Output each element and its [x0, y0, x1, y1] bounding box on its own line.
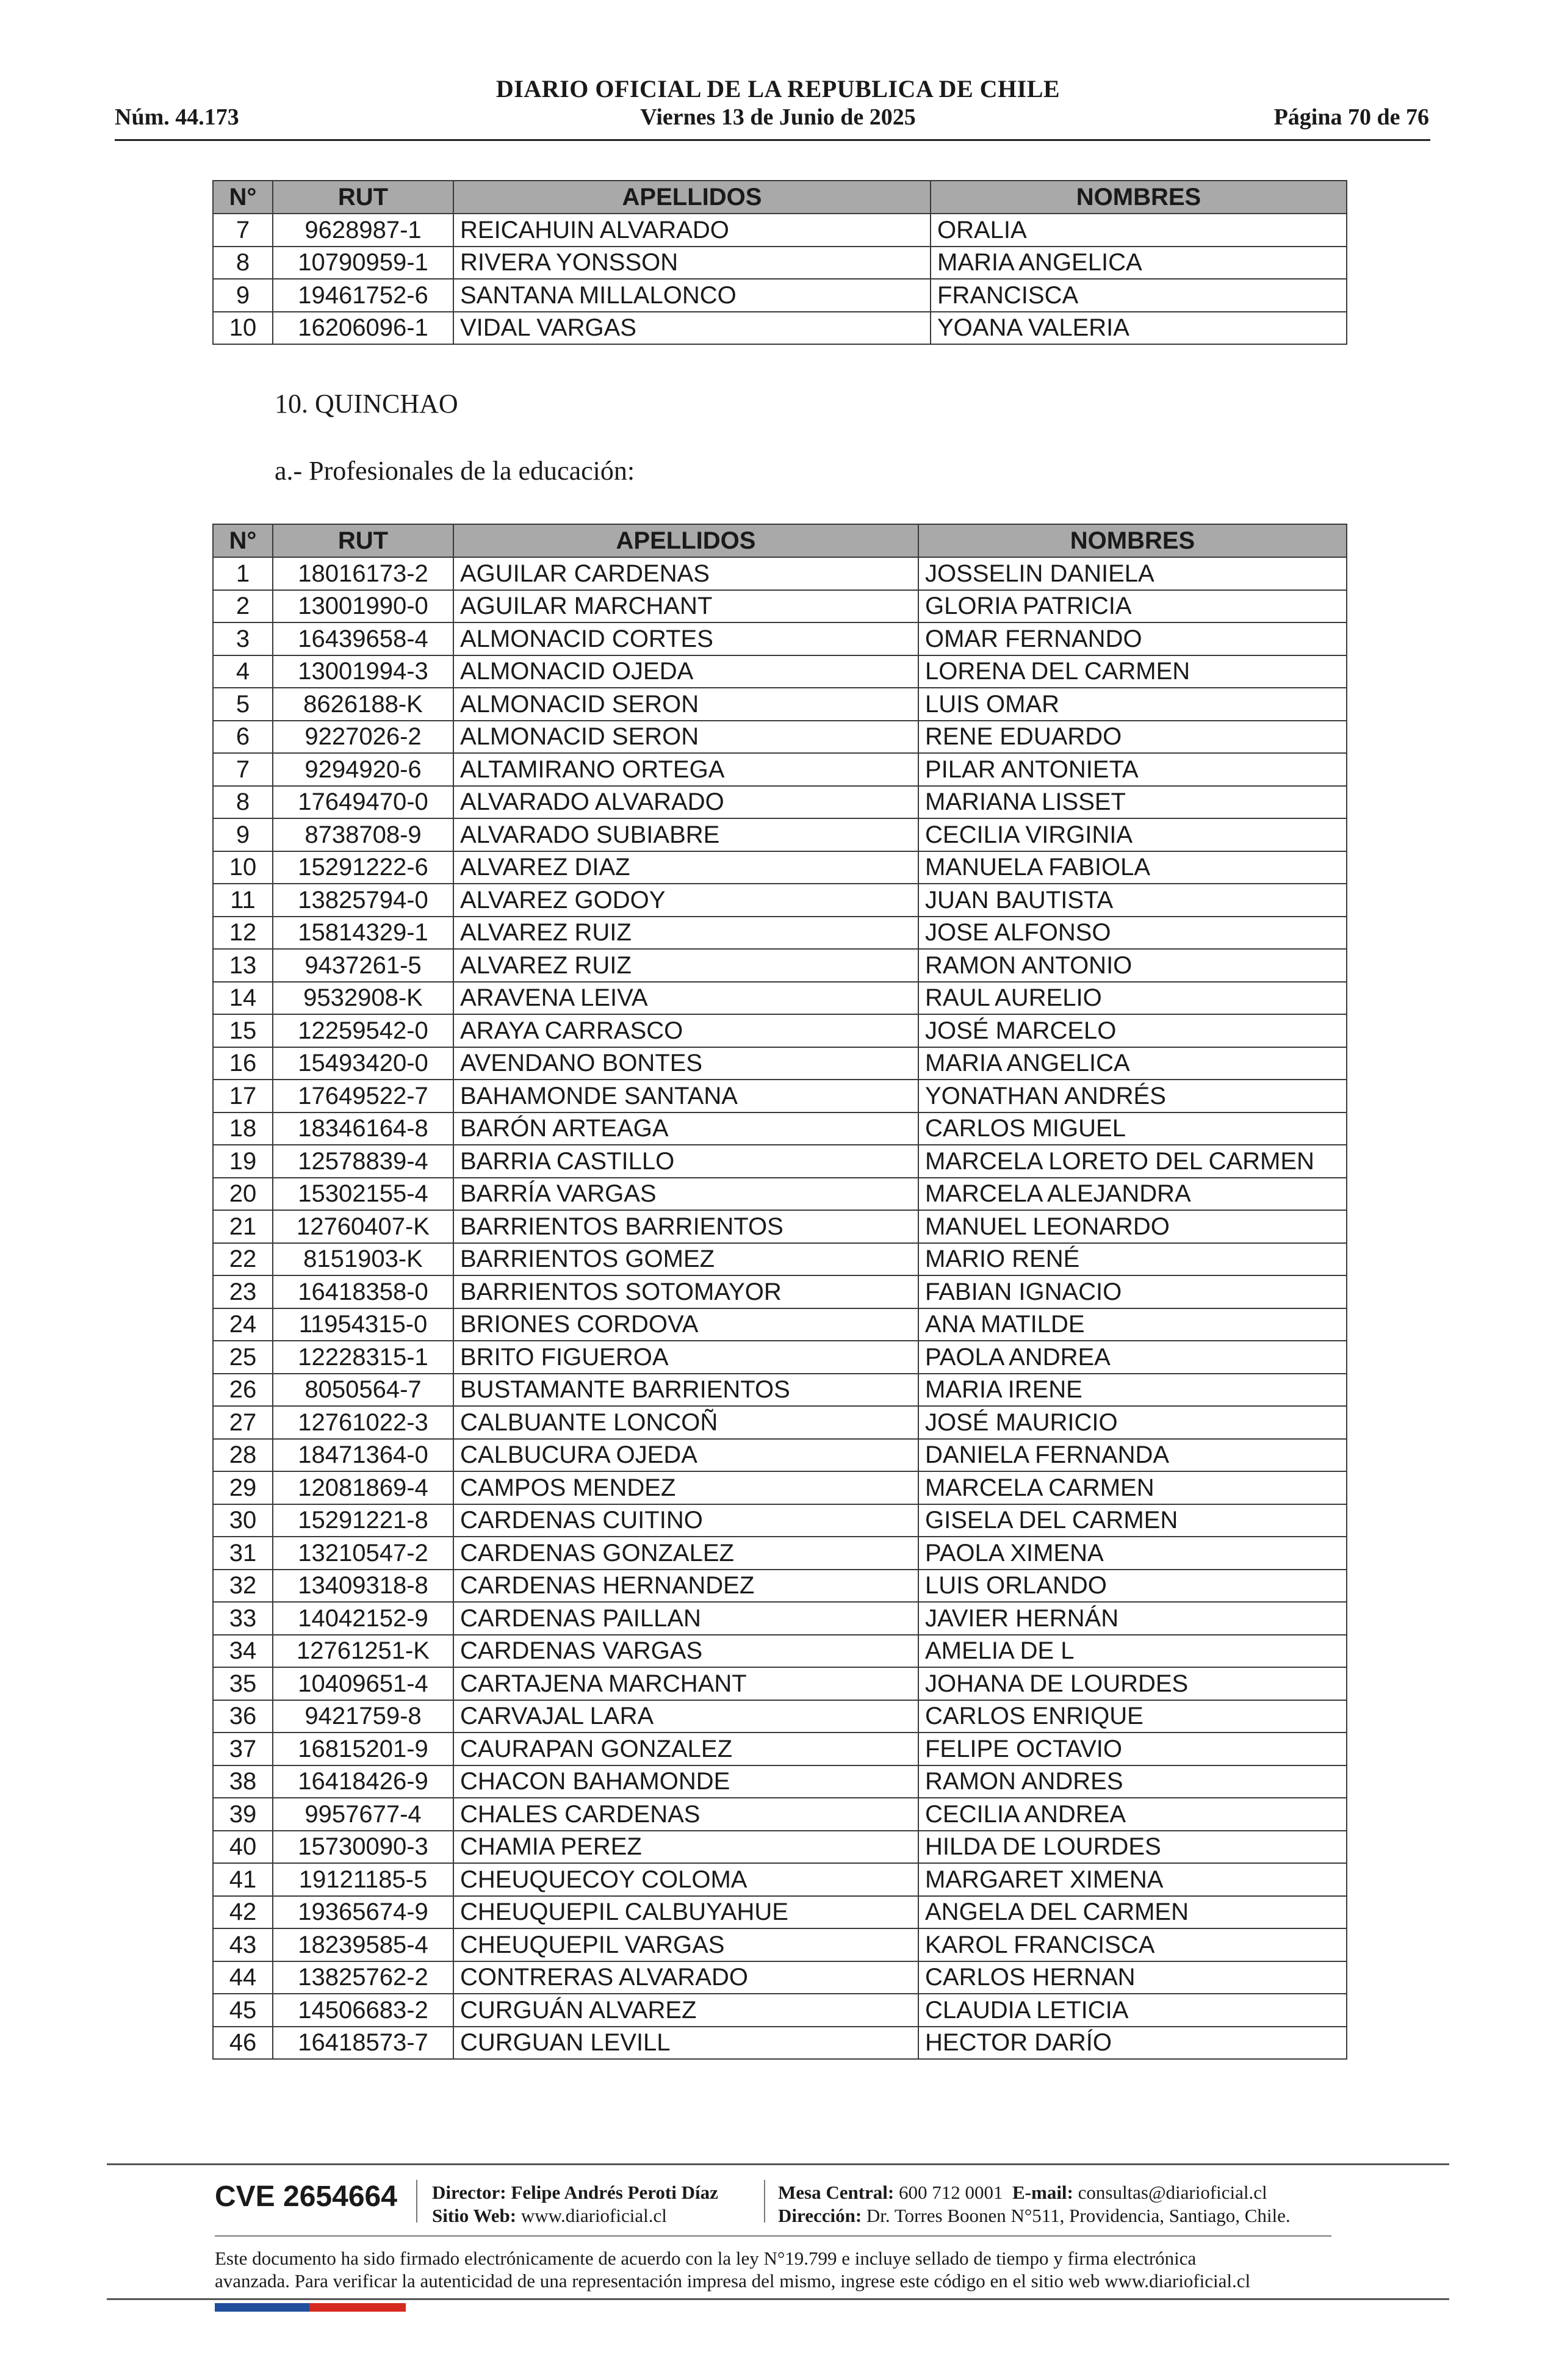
web-label: Sitio Web: — [432, 2205, 517, 2226]
table-row — [213, 1928, 1347, 1961]
nombres-cell: PILAR ANTONIETA — [918, 753, 1347, 786]
nombres-cell: JOHANA DE LOURDES — [918, 1667, 1347, 1700]
table-row — [213, 1798, 1347, 1831]
row-number: 22 — [213, 1243, 273, 1276]
nombres-cell: LUIS OMAR — [918, 688, 1347, 721]
email-label: E-mail: — [1012, 2182, 1073, 2203]
row-number: 15 — [213, 1014, 273, 1047]
row-number: 14 — [213, 982, 273, 1015]
nombres-cell: DANIELA FERNANDA — [918, 1439, 1347, 1472]
column-header-rut: RUT — [273, 524, 453, 557]
rut-cell: 12761022-3 — [273, 1406, 453, 1439]
row-number: 46 — [213, 2027, 273, 2060]
apellidos-cell: ARAVENA LEIVA — [453, 982, 918, 1015]
apellidos-cell: ALMONACID CORTES — [453, 622, 918, 655]
row-number: 29 — [213, 1471, 273, 1504]
nombres-cell: CARLOS HERNAN — [918, 1961, 1347, 1994]
table-row — [213, 1047, 1347, 1080]
table-row — [213, 1602, 1347, 1635]
row-number: 44 — [213, 1961, 273, 1994]
apellidos-cell: ALVARADO ALVARADO — [453, 786, 918, 819]
apellidos-cell: CHACON BAHAMONDE — [453, 1765, 918, 1798]
table-row — [213, 851, 1347, 884]
section-heading: 10. QUINCHAO — [275, 389, 458, 419]
table-row — [213, 688, 1347, 721]
row-number: 18 — [213, 1112, 273, 1145]
column-header-number: N° — [213, 524, 273, 557]
row-number: 38 — [213, 1765, 273, 1798]
nombres-cell: MARCELA CARMEN — [918, 1471, 1347, 1504]
rut-cell: 18346164-8 — [273, 1112, 453, 1145]
nombres-cell: ANA MATILDE — [918, 1308, 1347, 1341]
row-number: 10 — [213, 851, 273, 884]
row-number: 33 — [213, 1602, 273, 1635]
rut-cell: 13825794-0 — [273, 884, 453, 917]
table-row — [213, 1178, 1347, 1211]
column-header-nombres: NOMBRES — [931, 181, 1347, 214]
apellidos-cell: CHALES CARDENAS — [453, 1798, 918, 1831]
apellidos-cell: REICAHUIN ALVARADO — [453, 214, 931, 247]
rut-cell: 13409318-8 — [273, 1570, 453, 1603]
table-row — [213, 753, 1347, 786]
apellidos-cell: CHAMIA PEREZ — [453, 1831, 918, 1864]
nombres-cell: GLORIA PATRICIA — [918, 590, 1347, 623]
nombres-cell: JOSE ALFONSO — [918, 917, 1347, 950]
nombres-cell: LORENA DEL CARMEN — [918, 655, 1347, 688]
row-number: 40 — [213, 1831, 273, 1864]
apellidos-cell: VIDAL VARGAS — [453, 312, 931, 345]
nombres-cell: RAMON ANTONIO — [918, 949, 1347, 982]
table-row — [213, 1961, 1347, 1994]
rut-cell: 9532908-K — [273, 982, 453, 1015]
table-row — [213, 884, 1347, 917]
row-number: 11 — [213, 884, 273, 917]
row-number: 6 — [213, 721, 273, 754]
nombres-cell: ANGELA DEL CARMEN — [918, 1896, 1347, 1929]
rut-cell: 12578839-4 — [273, 1145, 453, 1178]
nombres-cell: FRANCISCA — [931, 279, 1347, 312]
legal-line: avanzada. Para verificar la autenticidad de una representación impresa del mismo, ingrese este código en el sitio web www.diarioficial.cl — [215, 2270, 1251, 2292]
row-number: 12 — [213, 917, 273, 950]
apellidos-cell: BARRIENTOS GOMEZ — [453, 1243, 918, 1276]
continuation-table — [212, 180, 1347, 345]
column-header-apellidos: APELLIDOS — [453, 181, 931, 214]
rut-cell: 12760407-K — [273, 1210, 453, 1243]
table-row — [213, 1243, 1347, 1276]
table-row — [213, 1635, 1347, 1668]
nombres-cell: JOSÉ MARCELO — [918, 1014, 1347, 1047]
web-link[interactable]: www.diarioficial.cl — [520, 2205, 667, 2226]
table-row — [213, 1014, 1347, 1047]
row-number: 34 — [213, 1635, 273, 1668]
row-number: 7 — [213, 214, 273, 247]
apellidos-cell: AVENDANO BONTES — [453, 1047, 918, 1080]
table-row — [213, 1275, 1347, 1308]
row-number: 8 — [213, 786, 273, 819]
apellidos-cell: CAMPOS MENDEZ — [453, 1471, 918, 1504]
column-header-rut: RUT — [273, 181, 453, 214]
row-number: 10 — [213, 312, 273, 345]
table-row — [213, 917, 1347, 950]
column-header-nombres: NOMBRES — [918, 524, 1347, 557]
legal-line: Este documento ha sido firmado electrónicamente de acuerdo con la ley N°19.799 e incluye sellado de tiempo y firma electrónica — [215, 2248, 1197, 2269]
nombres-cell: MARCELA ALEJANDRA — [918, 1178, 1347, 1211]
nombres-cell: CARLOS ENRIQUE — [918, 1700, 1347, 1733]
rut-cell: 13001994-3 — [273, 655, 453, 688]
nombres-cell: JOSÉ MAURICIO — [918, 1406, 1347, 1439]
rut-cell: 14506683-2 — [273, 1994, 453, 2027]
row-number: 24 — [213, 1308, 273, 1341]
row-number: 13 — [213, 949, 273, 982]
row-number: 28 — [213, 1439, 273, 1472]
footer-divider-top — [107, 2163, 1449, 2165]
rut-cell: 13825762-2 — [273, 1961, 453, 1994]
flag-stripe-red — [309, 2303, 406, 2312]
table-row — [213, 1439, 1347, 1472]
row-number: 43 — [213, 1928, 273, 1961]
rut-cell: 10409651-4 — [273, 1667, 453, 1700]
apellidos-cell: ALVAREZ DIAZ — [453, 851, 918, 884]
table-row — [213, 949, 1347, 982]
row-number: 26 — [213, 1374, 273, 1407]
table-row — [213, 786, 1347, 819]
nombres-cell: HECTOR DARÍO — [918, 2027, 1347, 2060]
director-name: Felipe Andrés Peroti Díaz — [511, 2182, 718, 2203]
row-number: 7 — [213, 753, 273, 786]
row-number: 19 — [213, 1145, 273, 1178]
row-number: 35 — [213, 1667, 273, 1700]
apellidos-cell: ARAYA CARRASCO — [453, 1014, 918, 1047]
footer-divider-bottom — [107, 2298, 1449, 2300]
table-row — [213, 1994, 1347, 2027]
apellidos-cell: CARVAJAL LARA — [453, 1700, 918, 1733]
table-row — [213, 1210, 1347, 1243]
rut-cell: 16815201-9 — [273, 1733, 453, 1765]
table-row — [213, 247, 1347, 279]
table-row — [213, 2027, 1347, 2060]
row-number: 25 — [213, 1341, 273, 1374]
row-number: 20 — [213, 1178, 273, 1211]
apellidos-cell: ALMONACID SERON — [453, 721, 918, 754]
table-row — [213, 818, 1347, 851]
row-number: 37 — [213, 1733, 273, 1765]
apellidos-cell: BARÓN ARTEAGA — [453, 1112, 918, 1145]
table-row — [213, 1667, 1347, 1700]
rut-cell: 11954315-0 — [273, 1308, 453, 1341]
rut-cell: 9437261-5 — [273, 949, 453, 982]
nombres-cell: FABIAN IGNACIO — [918, 1275, 1347, 1308]
apellidos-cell: BAHAMONDE SANTANA — [453, 1080, 918, 1112]
nombres-cell: YOANA VALERIA — [931, 312, 1347, 345]
apellidos-cell: CARDENAS CUITINO — [453, 1504, 918, 1537]
row-number: 2 — [213, 590, 273, 623]
apellidos-cell: BARRÍA VARGAS — [453, 1178, 918, 1211]
table-row — [213, 1537, 1347, 1570]
nombres-cell: MARIA ANGELICA — [918, 1047, 1347, 1080]
rut-cell: 9421759-8 — [273, 1700, 453, 1733]
apellidos-cell: RIVERA YONSSON — [453, 247, 931, 279]
nombres-cell: AMELIA DE L — [918, 1635, 1347, 1668]
footer-separator — [416, 2180, 417, 2223]
table-header-row — [213, 181, 1347, 214]
nombres-cell: KAROL FRANCISCA — [918, 1928, 1347, 1961]
phone-label: Mesa Central: — [778, 2182, 895, 2203]
apellidos-cell: CARDENAS VARGAS — [453, 1635, 918, 1668]
email-link[interactable]: consultas@diarioficial.cl — [1078, 2182, 1267, 2203]
row-number: 23 — [213, 1275, 273, 1308]
apellidos-cell: CARDENAS PAILLAN — [453, 1602, 918, 1635]
nombres-cell: PAOLA ANDREA — [918, 1341, 1347, 1374]
page-number: Página 70 de 76 — [1273, 104, 1429, 130]
nombres-cell: RAUL AURELIO — [918, 982, 1347, 1015]
table-row — [213, 1406, 1347, 1439]
nombres-cell: CECILIA VIRGINIA — [918, 818, 1347, 851]
table-row — [213, 1112, 1347, 1145]
apellidos-cell: ALMONACID SERON — [453, 688, 918, 721]
table-row — [213, 1504, 1347, 1537]
apellidos-cell: BRITO FIGUEROA — [453, 1341, 918, 1374]
publication-title: DIARIO OFICIAL DE LA REPUBLICA DE CHILE — [495, 75, 1061, 103]
row-number: 3 — [213, 622, 273, 655]
rut-cell: 8626188-K — [273, 688, 453, 721]
address-label: Dirección: — [778, 2205, 862, 2226]
rut-cell: 8738708-9 — [273, 818, 453, 851]
apellidos-cell: SANTANA MILLALONCO — [453, 279, 931, 312]
row-number: 17 — [213, 1080, 273, 1112]
rut-cell: 15291221-8 — [273, 1504, 453, 1537]
table-row — [213, 557, 1347, 590]
rut-cell: 12081869-4 — [273, 1471, 453, 1504]
table-row — [213, 1308, 1347, 1341]
footer-director-block — [432, 2181, 718, 2227]
row-number: 8 — [213, 247, 273, 279]
table-row — [213, 279, 1347, 312]
apellidos-cell: BARRIENTOS BARRIENTOS — [453, 1210, 918, 1243]
rut-cell: 10790959-1 — [273, 247, 453, 279]
nombres-cell: FELIPE OCTAVIO — [918, 1733, 1347, 1765]
rut-cell: 9294920-6 — [273, 753, 453, 786]
row-number: 9 — [213, 279, 273, 312]
apellidos-cell: BARRIENTOS SOTOMAYOR — [453, 1275, 918, 1308]
apellidos-cell: CALBUCURA OJEDA — [453, 1439, 918, 1472]
nombres-cell: MANUELA FABIOLA — [918, 851, 1347, 884]
rut-cell: 15302155-4 — [273, 1178, 453, 1211]
apellidos-cell: ALVAREZ RUIZ — [453, 949, 918, 982]
apellidos-cell: BARRIA CASTILLO — [453, 1145, 918, 1178]
rut-cell: 15291222-6 — [273, 851, 453, 884]
footer-contact-block — [778, 2181, 1291, 2227]
apellidos-cell: CURGUÁN ALVAREZ — [453, 1994, 918, 2027]
rut-cell: 18016173-2 — [273, 557, 453, 590]
rut-cell: 17649470-0 — [273, 786, 453, 819]
nombres-cell: CARLOS MIGUEL — [918, 1112, 1347, 1145]
issue-number: Núm. 44.173 — [115, 104, 239, 130]
rut-cell: 16418426-9 — [273, 1765, 453, 1798]
rut-cell: 9227026-2 — [273, 721, 453, 754]
nombres-cell: ORALIA — [931, 214, 1347, 247]
table-row — [213, 622, 1347, 655]
table-row — [213, 655, 1347, 688]
apellidos-cell: CAURAPAN GONZALEZ — [453, 1733, 918, 1765]
apellidos-cell: CARDENAS GONZALEZ — [453, 1537, 918, 1570]
apellidos-cell: AGUILAR CARDENAS — [453, 557, 918, 590]
rut-cell: 15493420-0 — [273, 1047, 453, 1080]
column-header-apellidos: APELLIDOS — [453, 524, 918, 557]
rut-cell: 19365674-9 — [273, 1896, 453, 1929]
rut-cell: 13001990-0 — [273, 590, 453, 623]
rut-cell: 9957677-4 — [273, 1798, 453, 1831]
footer-separator — [764, 2180, 765, 2223]
rut-cell: 12228315-1 — [273, 1341, 453, 1374]
apellidos-cell: CALBUANTE LONCOÑ — [453, 1406, 918, 1439]
header-divider — [115, 139, 1430, 141]
apellidos-cell: ALTAMIRANO ORTEGA — [453, 753, 918, 786]
table-row — [213, 721, 1347, 754]
nombres-cell: MARIANA LISSET — [918, 786, 1347, 819]
row-number: 41 — [213, 1863, 273, 1896]
rut-cell: 15814329-1 — [273, 917, 453, 950]
apellidos-cell: CURGUAN LEVILL — [453, 2027, 918, 2060]
row-number: 9 — [213, 818, 273, 851]
nombres-cell: YONATHAN ANDRÉS — [918, 1080, 1347, 1112]
rut-cell: 8151903-K — [273, 1243, 453, 1276]
apellidos-cell: CONTRERAS ALVARADO — [453, 1961, 918, 1994]
rut-cell: 14042152-9 — [273, 1602, 453, 1635]
row-number: 30 — [213, 1504, 273, 1537]
row-number: 39 — [213, 1798, 273, 1831]
phone-number: 600 712 0001 — [899, 2182, 1003, 2203]
rut-cell: 15730090-3 — [273, 1831, 453, 1864]
section-subheading: a.- Profesionales de la educación: — [275, 456, 635, 486]
row-number: 42 — [213, 1896, 273, 1929]
rut-cell: 16418573-7 — [273, 2027, 453, 2060]
apellidos-cell: CHEUQUECOY COLOMA — [453, 1863, 918, 1896]
nombres-cell: JOSSELIN DANIELA — [918, 557, 1347, 590]
rut-cell: 16418358-0 — [273, 1275, 453, 1308]
nombres-cell: LUIS ORLANDO — [918, 1570, 1347, 1603]
nombres-cell: JAVIER HERNÁN — [918, 1602, 1347, 1635]
publication-date: Viernes 13 de Junio de 2025 — [640, 104, 916, 130]
nombres-cell: MARIA ANGELICA — [931, 247, 1347, 279]
table-row — [213, 1896, 1347, 1929]
table-row — [213, 590, 1347, 623]
apellidos-cell: ALVAREZ RUIZ — [453, 917, 918, 950]
rut-cell: 13210547-2 — [273, 1537, 453, 1570]
row-number: 36 — [213, 1700, 273, 1733]
apellidos-cell: CHEUQUEPIL VARGAS — [453, 1928, 918, 1961]
row-number: 5 — [213, 688, 273, 721]
row-number: 16 — [213, 1047, 273, 1080]
table-row — [213, 1341, 1347, 1374]
flag-stripe-blue — [215, 2303, 309, 2312]
nombres-cell: PAOLA XIMENA — [918, 1537, 1347, 1570]
row-number: 1 — [213, 557, 273, 590]
rut-cell: 12761251-K — [273, 1635, 453, 1668]
apellidos-cell: CHEUQUEPIL CALBUYAHUE — [453, 1896, 918, 1929]
rut-cell: 17649522-7 — [273, 1080, 453, 1112]
apellidos-cell: CARDENAS HERNANDEZ — [453, 1570, 918, 1603]
nombres-cell: MARCELA LORETO DEL CARMEN — [918, 1145, 1347, 1178]
nombres-cell: CLAUDIA LETICIA — [918, 1994, 1347, 2027]
footer-divider-middle — [215, 2235, 1331, 2237]
nombres-cell: MANUEL LEONARDO — [918, 1210, 1347, 1243]
rut-cell: 18471364-0 — [273, 1439, 453, 1472]
row-number: 27 — [213, 1406, 273, 1439]
nombres-cell: JUAN BAUTISTA — [918, 884, 1347, 917]
table-row — [213, 1145, 1347, 1178]
table-row — [213, 1570, 1347, 1603]
table-row — [213, 1765, 1347, 1798]
rut-cell: 19121185-5 — [273, 1863, 453, 1896]
table-header-row — [213, 524, 1347, 557]
nombres-cell: MARIO RENÉ — [918, 1243, 1347, 1276]
table-row — [213, 1700, 1347, 1733]
apellidos-cell: BUSTAMANTE BARRIENTOS — [453, 1374, 918, 1407]
row-number: 32 — [213, 1570, 273, 1603]
row-number: 4 — [213, 655, 273, 688]
table-row — [213, 1374, 1347, 1407]
quinchao-table — [212, 524, 1347, 2060]
director-label: Director: — [432, 2182, 506, 2203]
apellidos-cell: ALMONACID OJEDA — [453, 655, 918, 688]
rut-cell: 16439658-4 — [273, 622, 453, 655]
row-number: 21 — [213, 1210, 273, 1243]
apellidos-cell: CARTAJENA MARCHANT — [453, 1667, 918, 1700]
table-row — [213, 1863, 1347, 1896]
cve-code: CVE 2654664 — [215, 2180, 397, 2213]
rut-cell: 19461752-6 — [273, 279, 453, 312]
rut-cell: 16206096-1 — [273, 312, 453, 345]
nombres-cell: HILDA DE LOURDES — [918, 1831, 1347, 1864]
row-number: 31 — [213, 1537, 273, 1570]
table-row — [213, 1831, 1347, 1864]
rut-cell: 9628987-1 — [273, 214, 453, 247]
legal-notice — [215, 2247, 1350, 2292]
nombres-cell: MARIA IRENE — [918, 1374, 1347, 1407]
address: Dr. Torres Boonen N°511, Providencia, Santiago, Chile. — [866, 2205, 1291, 2226]
apellidos-cell: AGUILAR MARCHANT — [453, 590, 918, 623]
rut-cell: 8050564-7 — [273, 1374, 453, 1407]
nombres-cell: CECILIA ANDREA — [918, 1798, 1347, 1831]
column-header-number: N° — [213, 181, 273, 214]
rut-cell: 18239585-4 — [273, 1928, 453, 1961]
apellidos-cell: ALVARADO SUBIABRE — [453, 818, 918, 851]
apellidos-cell: BRIONES CORDOVA — [453, 1308, 918, 1341]
nombres-cell: OMAR FERNANDO — [918, 622, 1347, 655]
apellidos-cell: ALVAREZ GODOY — [453, 884, 918, 917]
row-number: 45 — [213, 1994, 273, 2027]
rut-cell: 12259542-0 — [273, 1014, 453, 1047]
nombres-cell: RAMON ANDRES — [918, 1765, 1347, 1798]
table-row — [213, 1471, 1347, 1504]
table-row — [213, 1733, 1347, 1765]
table-row — [213, 1080, 1347, 1112]
table-row — [213, 982, 1347, 1015]
table-row — [213, 312, 1347, 345]
nombres-cell: GISELA DEL CARMEN — [918, 1504, 1347, 1537]
nombres-cell: MARGARET XIMENA — [918, 1863, 1347, 1896]
nombres-cell: RENE EDUARDO — [918, 721, 1347, 754]
table-row — [213, 214, 1347, 247]
